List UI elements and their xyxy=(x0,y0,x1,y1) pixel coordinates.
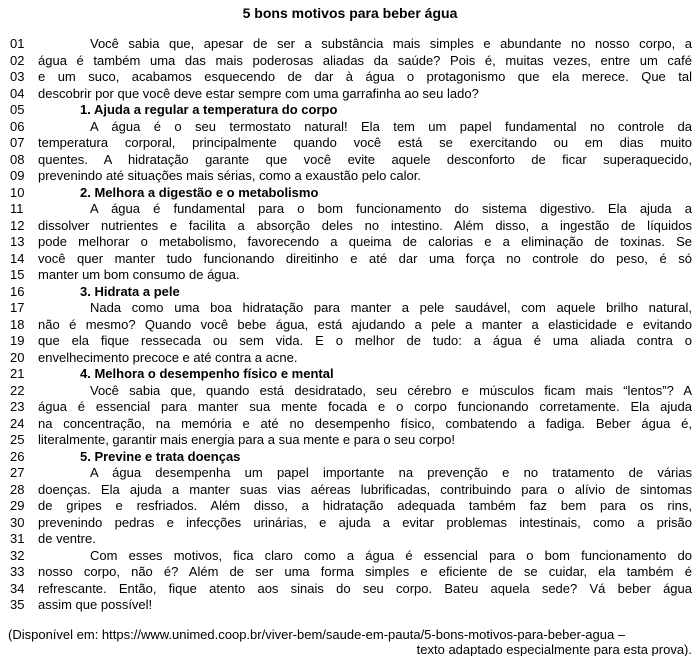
line-number: 24 xyxy=(10,415,25,431)
line-number: 08 xyxy=(10,151,25,167)
line-number: 29 xyxy=(10,498,25,513)
line-text: na concentração, na memória e até no desempenho físico, combatendo a fadiga. Beber água é, xyxy=(38,415,692,431)
section-heading: 3. Hidrata a pele xyxy=(80,283,180,299)
line-text: água é também uma das mais poderosas aliadas da saúde? Pois é, muitas vezes, entre um café xyxy=(38,52,692,68)
line-text: e um suco, acabamos esquecendo de dar à água o protagonismo que ela merece. Que tal xyxy=(38,69,692,84)
text-line xyxy=(8,531,692,548)
text-line xyxy=(8,218,692,235)
text-line xyxy=(8,482,692,499)
text-line xyxy=(8,465,692,482)
line-text: de gripes e resfriados. Além disso, a hidratação adequada também faz bem para os rins, xyxy=(38,498,692,513)
text-line xyxy=(8,515,692,532)
line-number: 21 xyxy=(10,366,25,381)
line-text: envelhecimento precoce e até contra a acne. xyxy=(38,349,298,365)
line-text: A água é fundamental para o bom funcionamento do sistema digestivo. Ela ajuda a xyxy=(90,201,692,216)
section-heading: 1. Ajuda a regular a temperatura do corpo xyxy=(80,102,338,117)
section-heading: 5. Previne e trata doenças xyxy=(80,448,241,464)
line-number: 27 xyxy=(10,465,25,480)
text-line xyxy=(8,416,692,433)
line-text: pode melhorar o metabolismo, favorecendo a queima de calorias e a eliminação de toxinas. Se xyxy=(38,234,692,249)
text-line xyxy=(8,53,692,70)
section-heading: 2. Melhora a digestão e o metabolismo xyxy=(80,184,319,200)
text-line xyxy=(8,581,692,598)
line-text: dissolver nutrientes e facilita a absorção deles no intestino. Além disso, a ingestão de líquidos xyxy=(38,217,692,233)
text-line xyxy=(8,333,692,350)
line-number: 14 xyxy=(10,250,25,266)
line-number: 33 xyxy=(10,564,25,579)
line-number: 25 xyxy=(10,432,25,447)
line-number: 15 xyxy=(10,267,25,282)
line-number: 01 xyxy=(10,36,25,51)
text-line xyxy=(8,119,692,136)
line-number: 04 xyxy=(10,85,25,101)
line-number: 03 xyxy=(10,69,25,84)
line-number: 13 xyxy=(10,234,25,249)
line-number: 02 xyxy=(10,52,25,68)
text-line xyxy=(8,432,692,449)
line-text: você quer manter tudo funcionando direitinho e até dar uma força no controle do peso, é só xyxy=(38,250,692,266)
text-line xyxy=(8,135,692,152)
line-text: Você sabia que, apesar de ser a substância mais simples e abundante no nosso corpo, a xyxy=(90,36,692,51)
line-text: Você sabia que, quando está desidratado, seu cérebro e músculos ficam mais “lentos”? A xyxy=(90,382,692,398)
line-number: 05 xyxy=(10,102,25,117)
line-number: 07 xyxy=(10,135,25,150)
line-number: 17 xyxy=(10,300,25,315)
text-line xyxy=(8,234,692,251)
text-body xyxy=(8,36,692,614)
text-line xyxy=(8,564,692,581)
text-line xyxy=(8,350,692,367)
line-text: assim que possível! xyxy=(38,597,153,612)
text-line xyxy=(8,267,692,284)
line-number: 26 xyxy=(10,448,25,464)
text-line xyxy=(8,449,692,466)
line-text: Nada como uma boa hidratação para manter a pele saudável, com aquele brilho natural, xyxy=(90,300,692,315)
text-line xyxy=(8,69,692,86)
line-number: 23 xyxy=(10,399,25,414)
text-line xyxy=(8,366,692,383)
line-text: não é mesmo? Quando você bebe água, está ajudando a pele a manter a elasticidade e evitando xyxy=(38,316,692,332)
text-line xyxy=(8,36,692,53)
line-number: 06 xyxy=(10,118,25,134)
text-line xyxy=(8,317,692,334)
text-line xyxy=(8,102,692,119)
text-line xyxy=(8,201,692,218)
line-text: que ela fique ressecada ou sem vida. E o melhor de tudo: a água é uma aliada contra o xyxy=(38,333,692,348)
line-text: doenças. Ela ajuda a manter suas vias aéreas lubrificadas, contribuindo para o alívio de sintomas xyxy=(38,481,692,497)
line-text: manter um bom consumo de água. xyxy=(38,267,240,282)
line-text: refrescante. Então, fique atento aos sinais do seu corpo. Bateu aquela sede? Vá beber água xyxy=(38,580,692,596)
source-line-2: texto adaptado especialmente para esta prova). xyxy=(416,641,692,656)
line-text: prevenindo pedras e infecções urinárias, e ajuda a evitar problemas intestinais, como a prisão xyxy=(38,514,692,530)
line-number: 09 xyxy=(10,168,25,183)
line-text: quentes. A hidratação garante que você evite aquele desconforto de ficar superaquecido, xyxy=(38,151,692,167)
text-line xyxy=(8,168,692,185)
text-line xyxy=(8,152,692,169)
line-number: 20 xyxy=(10,349,25,365)
text-line xyxy=(8,284,692,301)
text-line xyxy=(8,498,692,515)
line-number: 30 xyxy=(10,514,25,530)
text-line xyxy=(8,300,692,317)
line-number: 34 xyxy=(10,580,25,596)
text-line xyxy=(8,548,692,565)
text-line xyxy=(8,383,692,400)
line-number: 18 xyxy=(10,316,25,332)
line-number: 19 xyxy=(10,333,25,348)
line-number: 16 xyxy=(10,283,25,299)
source-citation xyxy=(8,627,692,656)
line-number: 11 xyxy=(10,201,24,216)
line-number: 22 xyxy=(10,382,25,398)
line-text: prevenindo até situações mais sérias, como a exaustão pelo calor. xyxy=(38,168,421,183)
source-line-1: (Disponível em: https://www.unimed.coop.br/viver-bem/saude-em-pauta/5-bons-motivos-para-beber-agua – xyxy=(8,626,626,642)
text-line xyxy=(8,86,692,103)
line-number: 31 xyxy=(10,531,25,546)
line-text: água é essencial para manter sua mente focada e o corpo funcionando corretamente. Ela ajuda xyxy=(38,399,692,414)
line-number: 35 xyxy=(10,597,25,612)
section-heading: 4. Melhora o desempenho físico e mental xyxy=(80,366,334,381)
line-number: 28 xyxy=(10,481,25,497)
text-line xyxy=(8,399,692,416)
text-line xyxy=(8,597,692,614)
text-line xyxy=(8,251,692,268)
line-text: Com esses motivos, fica claro como a água é essencial para o bom funcionamento do xyxy=(90,547,692,563)
line-text: A água é o seu termostato natural! Ela tem um papel fundamental no controle da xyxy=(90,118,692,134)
line-number: 12 xyxy=(10,217,25,233)
line-text: nosso corpo, não é? Além de ser uma forma simples e eficiente de se cuidar, ela também é xyxy=(38,564,692,579)
line-number: 10 xyxy=(10,184,25,200)
line-number: 32 xyxy=(10,547,25,563)
line-text: temperatura corporal, principalmente quando você está se exercitando ou em dias muito xyxy=(38,135,692,150)
line-text: descobrir por que você deve estar sempre com uma garrafinha ao seu lado? xyxy=(38,85,479,101)
line-text: literalmente, garantir mais energia para a sua mente e para o seu corpo! xyxy=(38,432,455,447)
line-text: de ventre. xyxy=(38,531,96,546)
line-text: A água desempenha um papel importante na prevenção e no tratamento de várias xyxy=(90,465,692,480)
text-line xyxy=(8,185,692,202)
page-title: 5 bons motivos para beber água xyxy=(242,5,458,21)
